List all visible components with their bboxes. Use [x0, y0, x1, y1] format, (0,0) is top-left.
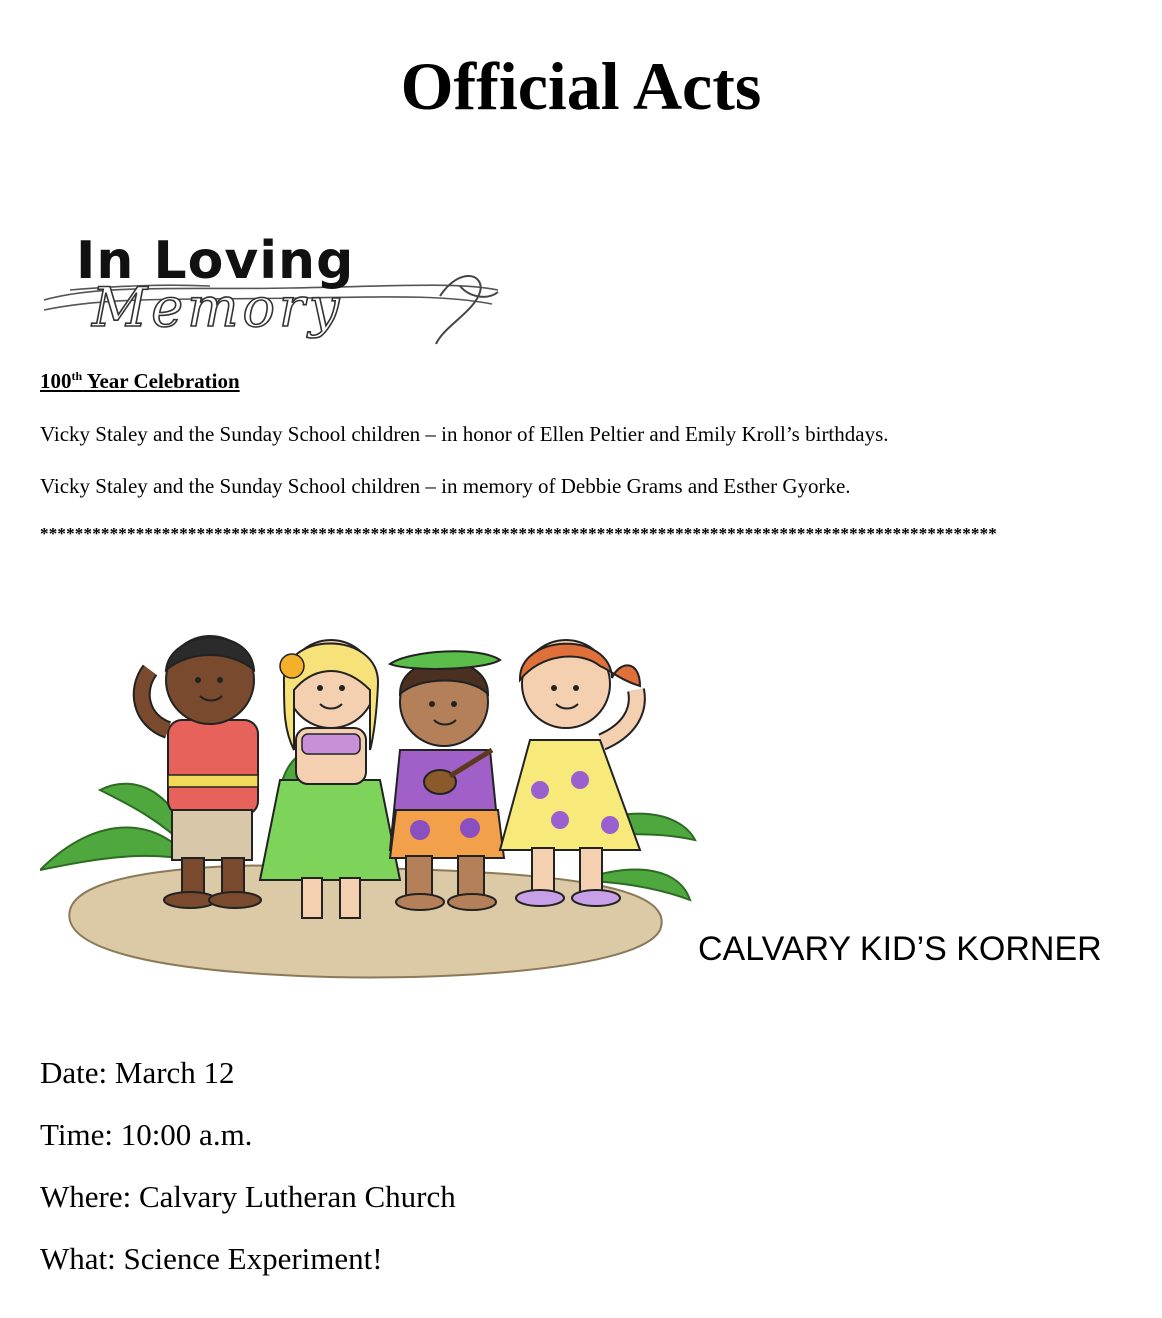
kid-1-figure: [142, 636, 261, 908]
celebration-heading-ordinal: th: [71, 369, 83, 383]
kids-korner-title: CALVARY KID’S KORNER: [698, 930, 1102, 968]
celebration-entry: Vicky Staley and the Sunday School children – in honor of Ellen Peltier and Emily Kroll’s birthdays.: [40, 422, 889, 446]
asterisk-divider: **************************************************************************************************************: [40, 524, 997, 543]
kid-4-figure: [500, 640, 640, 906]
celebration-heading: [40, 369, 240, 394]
celebration-heading-number: 100: [40, 369, 72, 393]
page-title: Official Acts: [400, 48, 762, 124]
celebration-heading-text: Year Celebration: [82, 369, 240, 393]
celebration-entry: Vicky Staley and the Sunday School children – in memory of Debbie Grams and Esther Gyorke.: [40, 474, 851, 498]
event-time: Time: 10:00 a.m.: [40, 1117, 253, 1152]
event-location: Where: Calvary Lutheran Church: [40, 1179, 456, 1214]
event-description: What: Science Experiment!: [40, 1241, 383, 1276]
hawaiian-kids-illustration: [40, 610, 700, 990]
in-loving-memory-graphic: [40, 226, 500, 350]
memory-title-line2: Memory: [92, 276, 344, 339]
event-date: Date: March 12: [40, 1055, 235, 1090]
kid-2-figure: [260, 640, 400, 918]
memory-title-line1: In Loving: [76, 231, 355, 291]
